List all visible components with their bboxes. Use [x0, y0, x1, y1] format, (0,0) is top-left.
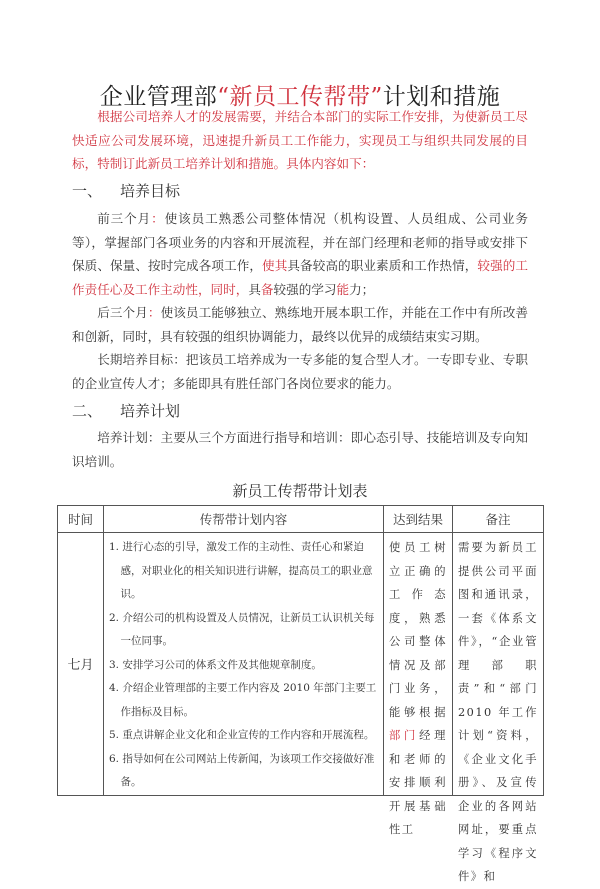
intro-paragraph: 根据公司培养人才的发展需要，并结合本部门的实际工作安排，为使新员工尽快适应公司发展环境，迅速提升新员工工作能力，实现员工与组织共同发展的目标，特制订此新员工培养计划和措施。具体内容如下： [72, 109, 528, 171]
plan-item: 6. 指导如何在公司网站上传新闻，为该项工作交接做好准备。 [109, 752, 375, 788]
title-part: 计划和措施 [382, 84, 501, 110]
highlighted-text: 能 [336, 281, 350, 297]
section-number: 二、 [72, 402, 103, 420]
goal-first-three-months [72, 207, 528, 301]
result-text-red: 部门 [389, 729, 420, 742]
highlighted-text: 较强的工作责任心及工作主动性，同时， [72, 258, 529, 297]
plan-item: 1. 进行心态的引导，激发工作的主动性、责任心和紧迫感，对职业化的相关知识进行讲解，提高员工的职业意识。 [109, 541, 373, 600]
section-number: 一、 [72, 182, 103, 200]
section-heading-1 [72, 180, 180, 201]
plan-item: 3. 安排学习公司的体系文件及其他规章制度。 [109, 658, 322, 671]
section-title: 培养目标 [120, 182, 181, 200]
cell-time: 七月 [58, 533, 104, 796]
highlighted-text: 使其 [262, 258, 288, 273]
cell-note [453, 533, 544, 883]
table-title: 新员工传帮带计划表 [232, 482, 368, 500]
goal-later-three-months [72, 301, 528, 348]
header-time: 时间 [58, 506, 104, 533]
plan-paragraph: 培养计划：主要从三个方面进行指导和培训：即心态引导、技能培训及专向知识培训。 [72, 430, 528, 469]
plan-item: 5. 重点讲解企业文化和企业宣传的工作内容和开展流程。 [109, 729, 375, 741]
text-segment: 具 [248, 281, 261, 297]
cell-content [104, 533, 384, 796]
result-text: 使员工树立正确的工作态度，熟悉公司整体情况及部门业务，能够根据 [389, 541, 447, 719]
title-quoted: “新员工传帮带” [217, 84, 383, 110]
cell-result [384, 533, 453, 836]
note-text: 需要为新员工提供公司平面图和通讯录，一套《体系文件》，“企业管理部职责”和“部门 2010 年工作计划“资料，《企业文化手册》、及宣传企业的各网站网址，要重点学习《程序文件》和 [458, 541, 538, 883]
plan-item: 2. 介绍公司的机构设置及人员情况，让新员工认识机关每一位同事。 [109, 611, 375, 647]
text-segment: 使该员工熟悉公司整体情况（机构设置、人员组成、公司业务等），掌握部门各项业务的内容和开展流程，并在部门经理和老师的指导或安排下保质、保量、按时完成各项工作， [72, 211, 529, 273]
highlighted-text: 备 [260, 281, 274, 297]
table-header-row [58, 506, 544, 533]
text-segment: 后三个月 [97, 305, 148, 320]
result-text: 经理和老师的安排顺利开展基础性工 [389, 729, 447, 836]
section-title: 培养计划 [120, 402, 181, 420]
header-note: 备注 [453, 506, 544, 533]
text-segment: 前三个月 [97, 211, 152, 226]
text-segment: 较强的学习 [273, 281, 337, 297]
plan-table [57, 505, 544, 883]
section-heading-2 [72, 400, 180, 421]
highlighted-text: ： [151, 211, 165, 226]
text-segment: 使该员工能够独立、熟练地开展本职工作，并能在工作中有所改善和创新，同时，具有较强的组织协调能力，最终以优异的成绩结束实习期。 [72, 305, 529, 344]
goal-long-term: 长期培养目标：把该员工培养成为一专多能的复合型人才。一专即专业、专职的企业宣传人才；多能即具有胜任部门各岗位要求的能力。 [72, 352, 528, 391]
highlighted-text: ： [147, 305, 161, 320]
header-result: 达到结果 [384, 506, 453, 533]
header-content: 传帮带计划内容 [104, 506, 384, 533]
text-segment: 力； [349, 281, 375, 297]
text-segment: 具备较高的职业素质和工作热情， [287, 258, 478, 273]
plan-item: 4. 介绍企业管理部的主要工作内容及 2010 年部门主要工作指标及目标。 [109, 682, 377, 718]
title-part: 企业管理部 [99, 84, 218, 110]
table-row [58, 533, 544, 796]
